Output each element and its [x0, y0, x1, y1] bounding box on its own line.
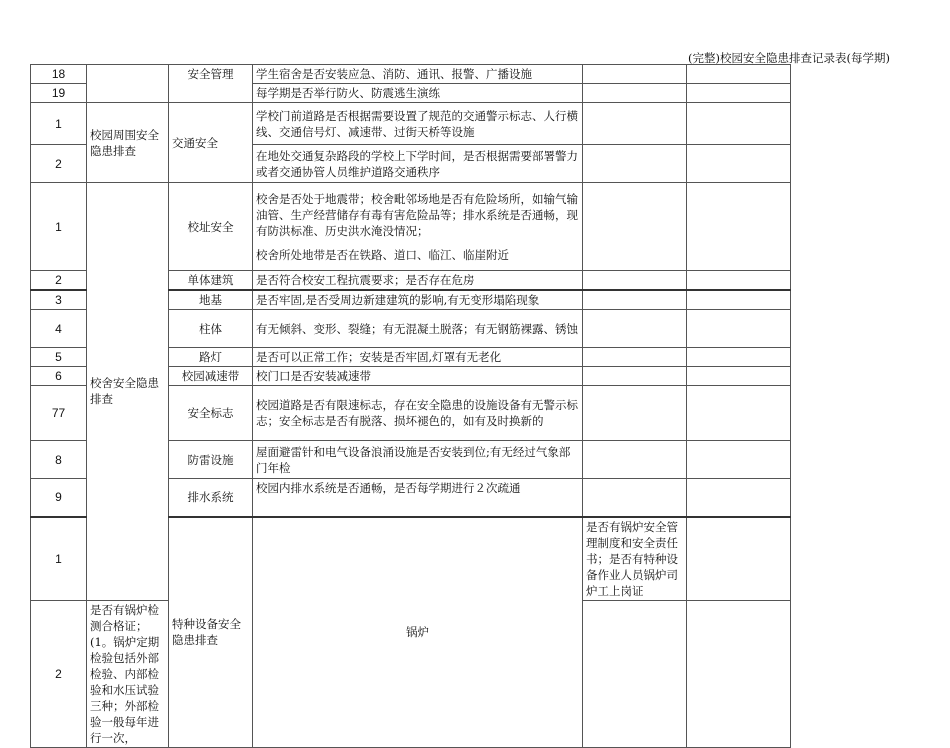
- row-number: 3: [31, 290, 87, 310]
- row-number: 18: [31, 65, 87, 84]
- category-cell: [87, 65, 169, 103]
- row-number: 6: [31, 367, 87, 386]
- row-number: 2: [31, 145, 87, 183]
- remark-cell[interactable]: [687, 183, 791, 271]
- row-number: 4: [31, 310, 87, 348]
- result-cell[interactable]: [583, 600, 687, 747]
- row-number: 1: [31, 517, 87, 601]
- remark-cell[interactable]: [687, 271, 791, 291]
- inspection-item: [253, 183, 583, 271]
- inspection-item: 学校门前道路是否根据需要设置了规范的交通警示标志、人行横线、交通信号灯、减速带、过街天桥等设施: [253, 103, 583, 145]
- remark-cell[interactable]: [687, 348, 791, 367]
- remark-cell[interactable]: [687, 103, 791, 145]
- remark-cell[interactable]: [687, 367, 791, 386]
- remark-cell[interactable]: [687, 310, 791, 348]
- remark-cell[interactable]: [687, 386, 791, 441]
- category-cell: 校园周围安全隐患排查: [87, 103, 169, 183]
- remark-cell[interactable]: [687, 145, 791, 183]
- row-number: 5: [31, 348, 87, 367]
- row-number: 8: [31, 441, 87, 479]
- inspection-item: 是否牢固,是否受周边新建建筑的影响,有无变形塌陷现象: [253, 290, 583, 310]
- subcategory-cell: 地基: [169, 290, 253, 310]
- result-cell[interactable]: [583, 183, 687, 271]
- inspection-text: 校舍是否处于地震带；校舍毗邻场地是否有危险场所，如输气输油管、生产经营储存有毒有害危险品等；排水系统是否通畅，现有防洪标准、历史洪水淹没情况；: [256, 191, 578, 238]
- result-cell[interactable]: [583, 145, 687, 183]
- inspection-item: 每学期是否举行防火、防震逃生演练: [253, 84, 583, 103]
- subcategory-cell: 交通安全: [169, 103, 253, 183]
- remark-cell[interactable]: [687, 479, 791, 517]
- inspection-item: 校园道路是否有限速标志，存在安全隐患的设施设备有无警示标志；安全标志是否有脱落、损坏褪色的，如有及时换新的: [253, 386, 583, 441]
- row-number: 1: [31, 183, 87, 271]
- inspection-item: 是否可以正常工作；安装是否牢固,灯罩有无老化: [253, 348, 583, 367]
- result-cell[interactable]: [583, 103, 687, 145]
- row-number: 2: [31, 271, 87, 291]
- row-number: 19: [31, 84, 87, 103]
- category-cell: 特种设备安全隐患排查: [169, 517, 253, 748]
- result-cell[interactable]: [687, 517, 791, 601]
- spacer: [256, 239, 579, 247]
- result-cell[interactable]: [583, 271, 687, 291]
- result-cell[interactable]: [583, 441, 687, 479]
- subcategory-cell: 锅炉: [253, 517, 583, 748]
- row-number: 2: [31, 600, 87, 747]
- subcategory-cell: 路灯: [169, 348, 253, 367]
- table-row: [31, 183, 791, 271]
- subcategory-cell: 校址安全: [169, 183, 253, 271]
- subcategory-cell: 校园减速带: [169, 367, 253, 386]
- remark-cell[interactable]: [687, 290, 791, 310]
- remark-cell[interactable]: [687, 84, 791, 103]
- result-cell[interactable]: [583, 84, 687, 103]
- inspection-text: 校舍所处地带是否在铁路、道口、临江、临崖附近: [256, 247, 509, 262]
- inspection-item: 有无倾斜、变形、裂缝；有无混凝土脱落；有无钢筋裸露、锈蚀: [253, 310, 583, 348]
- result-cell[interactable]: [583, 386, 687, 441]
- subcategory-cell: 单体建筑: [169, 271, 253, 291]
- result-cell[interactable]: [583, 348, 687, 367]
- remark-cell[interactable]: [687, 441, 791, 479]
- remark-cell[interactable]: [687, 65, 791, 84]
- result-cell[interactable]: [583, 479, 687, 517]
- subcategory-cell: 安全标志: [169, 386, 253, 441]
- result-cell[interactable]: [583, 367, 687, 386]
- inspection-item: 是否有锅炉检测合格证；(1。锅炉定期检验包括外部检验、内部检验和水压试验三种；外部检验一般每年进行一次，: [87, 600, 169, 747]
- inspection-item: 是否有锅炉安全管理制度和安全责任书；是否有特种设备作业人员锅炉司炉工上岗证: [583, 517, 687, 601]
- row-number: 1: [31, 103, 87, 145]
- remark-cell[interactable]: [687, 600, 791, 747]
- inspection-item: 校门口是否安装减速带: [253, 367, 583, 386]
- row-number: 77: [31, 386, 87, 441]
- result-cell[interactable]: [583, 290, 687, 310]
- subcategory-cell: 柱体: [169, 310, 253, 348]
- inspection-item: 学生宿舍是否安装应急、消防、通讯、报警、广播设施: [253, 65, 583, 84]
- inspection-item: 屋面避雷针和电气设备浪涌设施是否安装到位;有无经过气象部门年检: [253, 441, 583, 479]
- subcategory-cell: 安全管理: [169, 65, 253, 103]
- result-cell[interactable]: [583, 65, 687, 84]
- table-row: [31, 65, 791, 84]
- row-number: 9: [31, 479, 87, 517]
- inspection-item: 在地处交通复杂路段的学校上下学时间，是否根据需要部署警力或者交通协管人员维护道路交通秩序: [253, 145, 583, 183]
- category-cell: 校舍安全隐患排查: [87, 183, 169, 601]
- inspection-item: 是否符合校安工程抗震要求；是否存在危房: [253, 271, 583, 291]
- subcategory-cell: 防雷设施: [169, 441, 253, 479]
- hazard-inspection-table: [30, 64, 791, 748]
- result-cell[interactable]: [583, 310, 687, 348]
- document-header: (完整)校园安全隐患排查记录表(每学期): [688, 51, 890, 65]
- subcategory-cell: 排水系统: [169, 479, 253, 517]
- inspection-item: 校园内排水系统是否通畅，是否每学期进行２次疏通: [253, 479, 583, 517]
- table-row: [31, 103, 791, 145]
